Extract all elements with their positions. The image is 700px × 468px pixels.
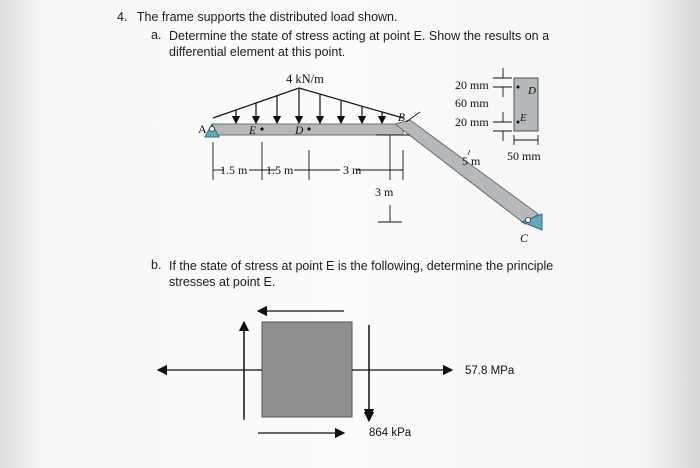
part-b-label: b. xyxy=(151,258,162,272)
point-a-label: A xyxy=(198,122,207,136)
point-e-label: E xyxy=(249,125,257,137)
shear-stress-label: 864 kPa xyxy=(369,427,412,439)
dim-diagonal: 5 m xyxy=(462,154,481,168)
point-b-label: B xyxy=(398,112,406,124)
section-dim-width: 50 mm xyxy=(507,149,541,163)
question-title: The frame supports the distributed load shown. xyxy=(136,10,398,24)
normal-stress-label: 57.8 MPa xyxy=(465,365,515,377)
section-point-e: E xyxy=(520,112,527,124)
load-label: 4 kN/m xyxy=(286,72,324,86)
point-c-label: C xyxy=(520,231,529,245)
section-dim-bot: 20 mm xyxy=(455,115,489,129)
stress-element-square xyxy=(262,322,352,417)
part-a-label: a. xyxy=(151,28,162,42)
dim-vertical: 3 m xyxy=(375,185,394,199)
dim-seg2: 1.5 m xyxy=(266,163,294,177)
question-number: 4. xyxy=(117,10,128,24)
section-dim-top: 20 mm xyxy=(455,78,489,92)
part-b-text: If the state of stress at point E is the following, determine the principle stresses at point E. xyxy=(169,259,554,289)
part-a-text: Determine the state of stress acting at point E. Show the results on a differential element at this point. xyxy=(169,29,550,59)
section-point-d: D xyxy=(528,85,536,97)
section-dim-mid: 60 mm xyxy=(455,96,489,110)
dim-seg3: 3 m xyxy=(343,163,362,177)
dim-seg1: 1.5 m xyxy=(220,163,248,177)
point-d-label: D xyxy=(295,125,304,137)
